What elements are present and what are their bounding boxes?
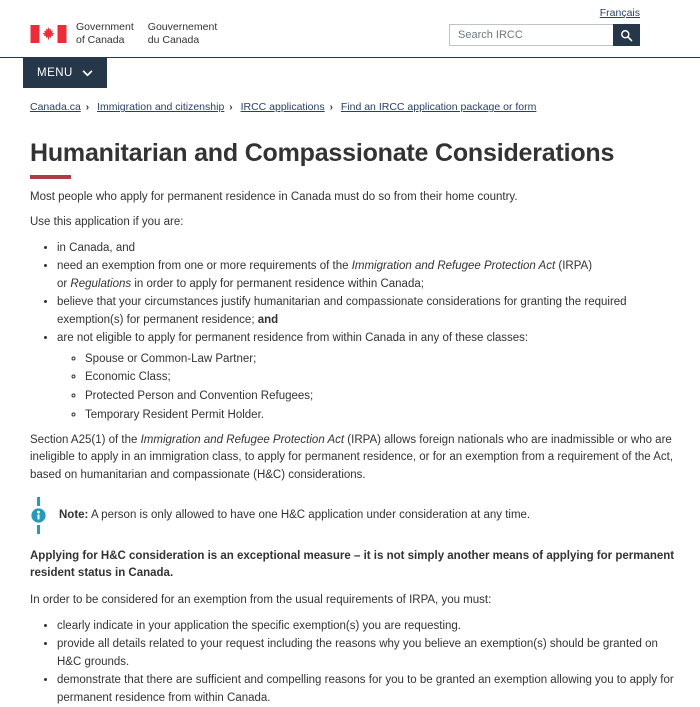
- breadcrumb-separator: ›: [85, 102, 90, 114]
- list-item: • believe that your circumstances justify humanitarian and compassionate considerations for granting the required exemption(s) for permanent residence; and: [57, 294, 675, 329]
- list-item: • provide all details related to your request including the reasons why you believe an exemption(s) should be granted on H&C grounds.: [57, 636, 675, 671]
- note-callout: [30, 497, 675, 534]
- breadcrumb-separator: ›: [229, 102, 233, 114]
- list-item: • need an exemption from one or more requirements of the Immigration and Refugee Protection Act (IRPA) or Regulations in order to apply for permanent residence within Canada;: [57, 258, 675, 293]
- magnifier-icon: [620, 29, 633, 42]
- site-search: [449, 24, 640, 46]
- breadcrumb-link-home[interactable]: Canada.ca: [30, 101, 81, 114]
- language-toggle-link[interactable]: Français: [599, 7, 640, 19]
- in-order-lead: In order to be considered for an exemption from the usual requirements of IRPA, you must:: [30, 594, 492, 607]
- exceptional-measure-paragraph: Applying for H&C consideration is an exceptional measure – it is not simply another means of applying for permanent resident status in Canada.: [30, 549, 675, 579]
- note-rail: [30, 497, 46, 534]
- list-item: ◦ Protected Person and Convention Refugees;: [85, 388, 675, 405]
- language-toggle-row: [0, 0, 700, 18]
- list-item: • in Canada, and: [57, 240, 675, 257]
- requirements-list: [30, 618, 675, 707]
- search-button[interactable]: [613, 24, 640, 46]
- act-name-italic: Immigration and Refugee Protection Act: [351, 260, 556, 273]
- breadcrumb-separator: ›: [329, 102, 333, 114]
- section-a25-paragraph: Section A25(1) of the Immigration and Refugee Protection Act (IRPA) allows foreign nationals who are inadmissible or who are ineligible to apply in an immigration class, to apply for permanent residence, or for an exemption from a requirement of the Act, based on humanitarian and compassionate (H&C) considerations.: [30, 434, 674, 481]
- search-input[interactable]: [449, 24, 613, 46]
- list-item: ◦ Spouse or Common-Law Partner;: [85, 351, 675, 368]
- ineligible-classes-list: [57, 351, 675, 425]
- title-red-underline: [30, 175, 71, 179]
- use-if-lead: Use this application if you are:: [30, 216, 184, 229]
- eligibility-list: [30, 240, 675, 425]
- signature-english: Government of Canada: [76, 21, 134, 47]
- government-of-canada-signature[interactable]: [30, 21, 217, 47]
- breadcrumb-link-ircc-applications[interactable]: IRCC applications: [240, 101, 325, 114]
- chevron-down-icon: [82, 70, 93, 77]
- header-main-row: [0, 18, 700, 57]
- regulations-italic: Regulations: [70, 277, 132, 290]
- breadcrumb: [30, 100, 670, 116]
- menu-button[interactable]: [23, 58, 107, 88]
- breadcrumb-link-find-package[interactable]: Find an IRCC application package or form: [340, 101, 537, 114]
- menu-bar: [0, 57, 700, 87]
- note-text: Note: A person is only allowed to have one H&C application under consideration at any time.: [59, 508, 531, 521]
- list-item: • clearly indicate in your application the specific exemption(s) you are requesting.: [57, 618, 675, 635]
- note-label: Note:: [59, 508, 89, 521]
- main-content: [0, 138, 700, 707]
- site-header: [0, 0, 700, 57]
- info-icon: [31, 508, 46, 523]
- list-item: • demonstrate that there are sufficient and compelling reasons for you to be granted an exemption allowing you to apply for permanent residence from within Canada.: [57, 672, 675, 707]
- list-item: ◦ Temporary Resident Permit Holder.: [85, 407, 675, 424]
- canada-flag-icon: [30, 25, 67, 43]
- and-bold: and: [257, 313, 279, 326]
- page-title: Humanitarian and Compassionate Considerations: [30, 139, 615, 167]
- list-item: ◦ Economic Class;: [85, 369, 675, 386]
- menu-button-label: MENU: [37, 67, 73, 80]
- act-name-italic: Immigration and Refugee Protection Act: [140, 434, 345, 446]
- breadcrumb-link-immigration[interactable]: Immigration and citizenship: [97, 101, 225, 114]
- list-item: • are not eligible to apply for permanent residence from within Canada in any of these classes: ◦ Spouse or Common-Law Partner; ◦ Economic Class; ◦ Protected Person and Convention Refugees; ◦ Temporary Resident Permit Holder.: [57, 330, 675, 424]
- signature-french: Gouvernement du Canada: [147, 21, 218, 47]
- signature-wordmark: [76, 21, 217, 47]
- intro-paragraph: Most people who apply for permanent residence in Canada must do so from their home country.: [30, 191, 518, 203]
